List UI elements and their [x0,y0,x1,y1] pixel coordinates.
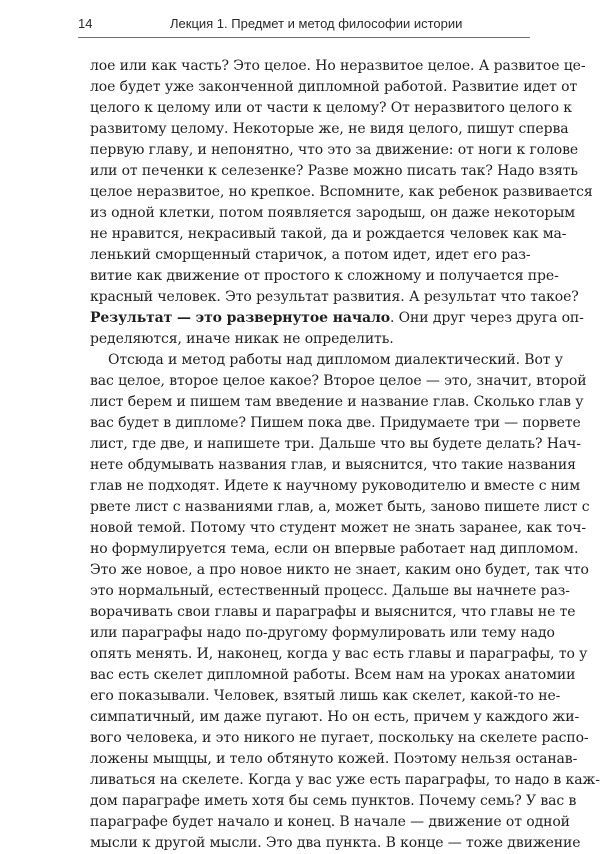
text-line: мысли к другой мысли. Это два пункта. В конце — тоже движение [90,835,581,851]
text-line: но формулируется тема, если он впервые работает над дипломом. [90,541,579,557]
text-line: ределяются, иначе никак не определить. [90,331,394,347]
text-line: целое неразвитое, но крепкое. Вспомните, как ребенок развивается [90,184,593,200]
text-line: ленький сморщенный старичок, а потом идет, идет его раз- [90,247,531,263]
text-line: из одной клетки, потом появляется зародыш, он даже некоторым [90,205,576,221]
paragraph-2 [90,350,600,854]
text-line: дом параграфе иметь хотя бы семь пунктов. Почему семь? У вас в [90,793,577,809]
text-line: параграфе будет начало и конец. В начале — движение от одной [90,814,570,830]
header-rule [78,37,530,38]
text-line: лое будет уже законченной дипломной работой. Развитие идет от [90,79,578,95]
text-line: ложены мыщцы, и тело обтянуто кожей. Поэтому нельзя останав- [90,751,578,767]
text-line: глав не подходят. Идете к научному руководителю и вместе с ним [90,478,581,494]
page-number: 14 [78,16,93,31]
paragraph-1 [90,56,593,350]
page-body [90,56,600,854]
text-line: рвете лист с названиями глав, а, может быть, заново пишете лист с [90,499,590,515]
text-line: первую главу, и непонятно, что это за движение: от ноги к голове [90,142,579,158]
text-line: или параграфы надо по-другому формулировать или тему надо [90,625,555,641]
text-line: лист, где две, и напишете три. Дальше что вы будете делать? Нач- [90,436,581,452]
text-line: Отсюда и метод работы над дипломом диалектический. Вот у [108,352,563,368]
text-line: красный человек. Это результат развития. А результат что такое? [90,289,579,305]
text-line: это нормальный, естественный процесс. Дальше вы начнете раз- [90,583,570,599]
text-line: лое или как часть? Это целое. Но неразвитое целое. А развитое це- [90,58,586,74]
text-line: вас целое, второе целое какое? Второе целое — это, значит, второй [90,373,587,389]
text-line: нете обдумывать названия глав, и выяснится, что такие названия [90,457,576,473]
text-line: опять менять. И, наконец, когда у вас есть главы и параграфы, то у [90,646,588,662]
text-line-rest: . Они друг через друга оп- [389,310,584,326]
text-line: вас будет в дипломе? Пишем пока две. Придумаете три — порвете [90,415,581,431]
bold-definition: Результат — это развернутое начало [90,310,390,326]
text-line: Это же новое, а про новое никто не знает, каким оно будет, так что [90,562,589,578]
text-line: или от печенки к селезенке? Разве можно писать так? Надо взять [90,163,578,179]
text-line: ливаться на скелете. Когда у вас уже есть параграфы, то надо в каж- [90,772,600,788]
text-line: развитому целому. Некоторые же, не видя целого, пишут сперва [90,121,569,137]
text-line: витие как движение от простого к сложному и получается пре- [90,268,559,284]
text-line: вого человека, и это никого не пугает, поскольку на скелете распо- [90,730,589,746]
text-line: вас есть скелет дипломной работы. Всем нам на уроках анатомии [90,667,576,683]
text-line: лист берем и пишем там введение и название глав. Сколько глав у [90,394,584,410]
text-line: симпатичный, им даже пугают. Но он есть, причем у каждого жи- [90,709,580,725]
text-line: целого к целому или от части к целому? От неразвитого целого к [90,100,572,116]
text-line: ворачивать свои главы и параграфы и выяснится, что главы не те [90,604,576,620]
text-line: его показывали. Человек, взятый лишь как скелет, какой-то не- [90,688,561,704]
text-line: новой темой. Потому что студент может не знать заранее, как точ- [90,520,586,536]
text-line: не нравится, некрасивый такой, да и рождается человек как ма- [90,226,567,242]
text-line-with-bold [90,308,584,329]
running-title: Лекция 1. Предмет и метод философии истории [170,16,463,31]
